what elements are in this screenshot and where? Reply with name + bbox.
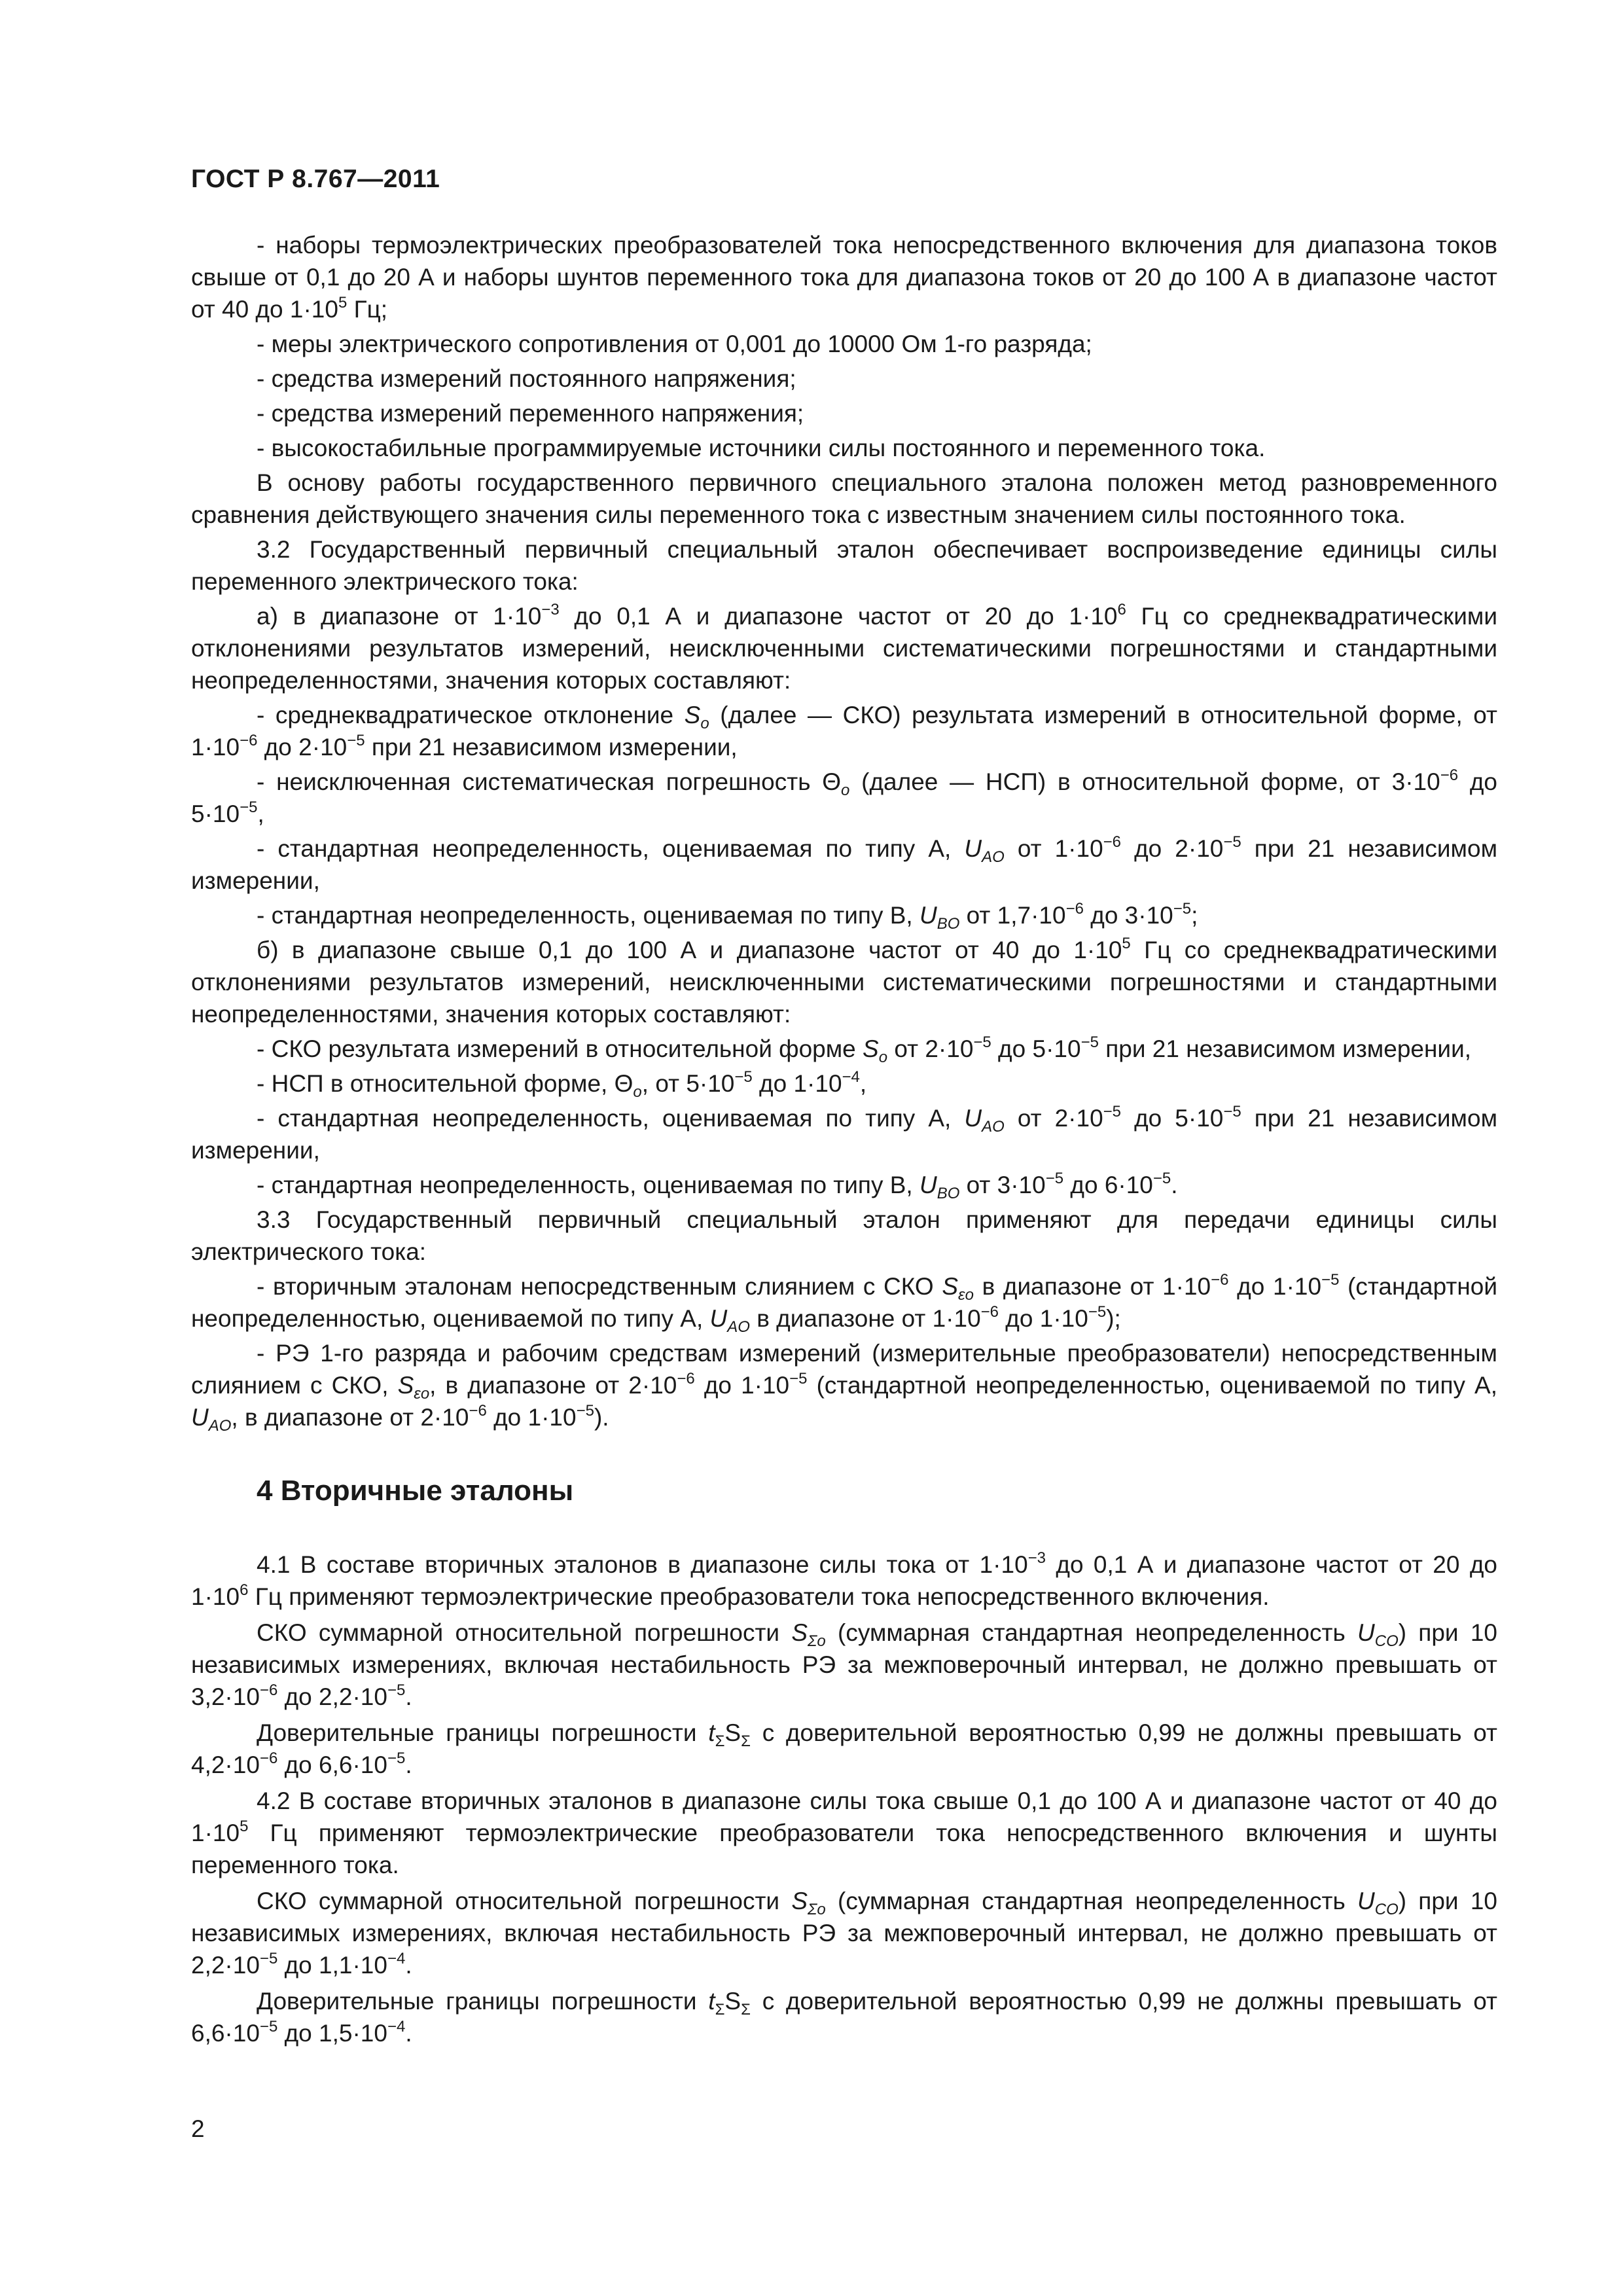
- paragraph: - вторичным эталонам непосредственным слиянием с СКО $S_{\varepsilon o}$ в диапазоне от $1\cdot 10^{-6}$ до $1\cdot 10^{-5}$ (стандартной неопределенностью, оцениваемой по типу А, $U_{AO}$ в диапазоне от $1\cdot 10^{-6}$ до $1\cdot 10^{-5}$);: [191, 1271, 1497, 1336]
- paragraph: - стандартная неопределенность, оцениваемая по типу В, $U_{BO}$ от $1,7\cdot 10^{-6}$ до $3\cdot 10^{-5}$;: [257, 900, 1198, 933]
- paragraph: Доверительные границы погрешности $t_\Sigma S_\Sigma$ с доверительной вероятностью 0,99 не должны превышать от $6,6\cdot 10^{-5}$ до $1,5\cdot 10^{-4}$.: [191, 1988, 1498, 2047]
- document-body: [191, 229, 1497, 2052]
- page-number: 2: [191, 2115, 205, 2142]
- paragraph: - неисключенная систематическая погрешность $\Theta_o$ (далее — НСП) в относительной форме, от $3\cdot 10^{-6}$ до $5\cdot 10^{-5}$,: [191, 766, 1497, 827]
- paragraph: - стандартная неопределенность, оцениваемая по типу А, $U_{AO}$ от $1\cdot 10^{-6}$ до $2\cdot 10^{-5}$ при 21 независимом измерении,: [191, 833, 1498, 894]
- paragraph: - меры электрического сопротивления от 0,001 до 10000 Ом 1-го разряда;: [257, 331, 1092, 357]
- section-heading: 4 Вторичные эталоны: [257, 1475, 574, 1507]
- paragraph: - среднеквадратическое отклонение $S_o$ (далее — СКО) результата измерений в относительной форме, от $1\cdot 10^{-6}$ до $2\cdot 10^{-5}$ при 21 независимом измерении,: [191, 702, 1497, 761]
- paragraph: - средства измерений постоянного напряжения;: [257, 365, 796, 392]
- paragraph: СКО суммарной относительной погрешности $S_{\Sigma o}$ (суммарная стандартная неопределенность $U_{CO}$) при 10 независимых измерениях, включая нестабильность РЭ за межповерочный интервал, не должно превышать от $2,2\cdot 10^{-5}$ до $1,1\cdot 10^{-4}$.: [191, 1888, 1498, 1979]
- paragraph: - РЭ 1-го разряда и рабочим средствам измерений (измерительные преобразователи) непосредственным слиянием с СКО, $S_{\varepsilon o}$, в диапазоне от $2\cdot 10^{-6}$ до $1\cdot 10^{-5}$ (стандартной неопределенностью, оцениваемой по типу А, $U_{AO}$, в диапазоне от $2\cdot 10^{-6}$ до $1\cdot 10^{-5}$).: [191, 1340, 1498, 1435]
- paragraph: 4.1 В составе вторичных эталонов в диапазоне силы тока от $1\cdot 10^{-3}$ до 0,1 А и диапазоне частот от 20 до $1\cdot 10^6$ Гц применяют термоэлектрические преобразователи тока непосредственного включения.: [191, 1549, 1497, 1610]
- paragraph: 3.3 Государственный первичный специальный эталон применяют для передачи единицы силы электрического тока:: [191, 1206, 1497, 1265]
- paragraph: 3.2 Государственный первичный специальный эталон обеспечивает воспроизведение единицы силы переменного электрического тока:: [191, 536, 1497, 595]
- paragraph: Доверительные границы погрешности $t_\Sigma S_\Sigma$ с доверительной вероятностью 0,99 не должны превышать от $4,2\cdot 10^{-6}$ до $6,6\cdot 10^{-5}$.: [191, 1719, 1498, 1778]
- paragraph: - стандартная неопределенность, оцениваемая по типу А, $U_{AO}$ от $2\cdot 10^{-5}$ до $5\cdot 10^{-5}$ при 21 независимом измерении,: [191, 1103, 1498, 1164]
- paragraph: - средства измерений переменного напряжения;: [257, 400, 804, 427]
- paragraph: В основу работы государственного первичного специального эталона положен метод разновременного сравнения действующего значения силы переменного тока с известным значением силы постоянного тока.: [191, 469, 1497, 528]
- paragraph: - стандартная неопределенность, оцениваемая по типу В, $U_{BO}$ от $3\cdot 10^{-5}$ до $6\cdot 10^{-5}$.: [257, 1170, 1178, 1202]
- document-header: ГОСТ Р 8.767—2011: [191, 165, 440, 193]
- paragraph: б) в диапазоне свыше 0,1 до 100 А и диапазоне частот от 40 до $1\cdot 10^5$ Гц со среднеквадратическими отклонениями результатов измерений, неисключенными систематическими погрешностями и стандартными неопределенностями, значения которых составляют:: [191, 935, 1497, 1028]
- paragraph: - НСП в относительной форме, $\Theta_o$, от $5\cdot 10^{-5}$ до $1\cdot 10^{-4}$,: [257, 1068, 867, 1101]
- paragraph: - высокостабильные программируемые источники силы постоянного и переменного тока.: [257, 435, 1266, 461]
- paragraph: - СКО результата измерений в относительной форме $S_o$ от $2\cdot 10^{-5}$ до $5\cdot 10^{-5}$ при 21 независимом измерении,: [257, 1033, 1472, 1066]
- paragraph: - наборы термоэлектрических преобразователей тока непосредственного включения для диапазона токов свыше от 0,1 до 20 А и наборы шунтов переменного тока для диапазона токов от 20 до 100 А в диапазоне частот от 40 до $1\cdot 10^5$ Гц;: [191, 232, 1497, 323]
- paragraph: 4.2 В составе вторичных эталонов в диапазоне силы тока свыше 0,1 до 100 А и диапазоне частот от 40 до $1\cdot 10^5$ Гц применяют термоэлектрические преобразователи тока непосредственного включения и шунты переменного тока.: [191, 1787, 1497, 1878]
- paragraph: СКО суммарной относительной погрешности $S_{\Sigma o}$ (суммарная стандартная неопределенность $U_{CO}$) при 10 независимых измерениях, включая нестабильность РЭ за межповерочный интервал, не должно превышать от $3,2\cdot 10^{-6}$ до $2,2\cdot 10^{-5}$.: [191, 1619, 1498, 1710]
- paragraph: а) в диапазоне от $1\cdot 10^{-3}$ до 0,1 А и диапазоне частот от 20 до $1\cdot 10^6$ Гц со среднеквадратическими отклонениями результатов измерений, неисключенными систематическими погрешностями и стандартными неопределенностями, значения которых составляют:: [191, 601, 1497, 694]
